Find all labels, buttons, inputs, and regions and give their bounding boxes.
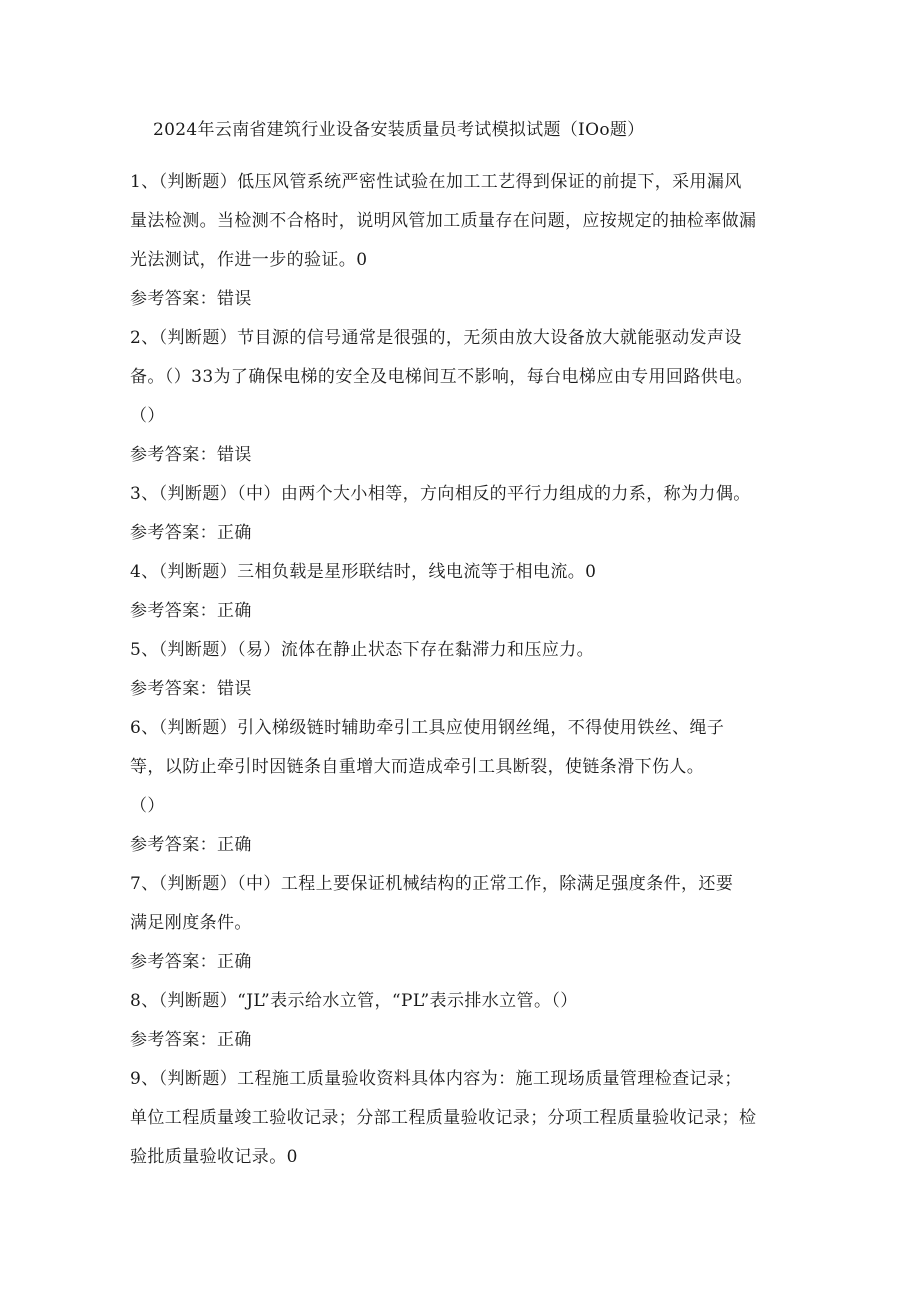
question-6-line-3: （） <box>130 796 165 816</box>
question-1-line-2: 量法检测。当检测不合格时，说明风管加工质量存在问题，应按规定的抽检率做漏 <box>130 211 757 231</box>
question-9-line-3: 验批质量验收记录。0 <box>130 1147 298 1167</box>
question-3-line-1: 3、（判断题）（中）由两个大小相等，方向相反的平行力组成的力系，称为力偶。 <box>130 484 751 504</box>
question-8-line-1: 8、（判断题）“JL”表示给水立管，“PL”表示排水立管。（） <box>130 991 578 1011</box>
question-7-answer: 参考答案：正确 <box>130 952 252 972</box>
question-3-answer: 参考答案：正确 <box>130 523 252 543</box>
question-2-line-1: 2、（判断题）节目源的信号通常是很强的，无须由放大设备放大就能驱动发声设 <box>130 328 742 348</box>
question-7-line-2: 满足刚度条件。 <box>130 913 252 933</box>
question-6-line-2: 等，以防止牵引时因链条自重增大而造成牵引工具断裂，使链条滑下伤人。 <box>130 757 705 777</box>
question-8-answer: 参考答案：正确 <box>130 1030 252 1050</box>
question-9-line-2: 单位工程质量竣工验收记录；分部工程质量验收记录；分项工程质量验收记录；检 <box>130 1108 757 1128</box>
question-4-answer: 参考答案：正确 <box>130 601 252 621</box>
question-2-answer: 参考答案：错误 <box>130 445 252 465</box>
question-1-line-3: 光法测试，作进一步的验证。0 <box>130 250 368 270</box>
question-5-line-1: 5、（判断题）（易）流体在静止状态下存在黏滞力和压应力。 <box>130 640 595 660</box>
document-title: 2024年云南省建筑行业设备安装质量员考试模拟试题（IOo题） <box>153 120 645 140</box>
question-7-line-1: 7、（判断题）（中）工程上要保证机械结构的正常工作，除满足强度条件，还要 <box>130 874 734 894</box>
question-9-line-1: 9、（判断题）工程施工质量验收资料具体内容为：施工现场质量管理检查记录； <box>130 1069 742 1089</box>
question-1-answer: 参考答案：错误 <box>130 289 252 309</box>
question-2-line-2: 备。（）33为了确保电梯的安全及电梯间互不影响，每台电梯应由专用回路供电。 <box>130 367 753 387</box>
question-6-answer: 参考答案：正确 <box>130 835 252 855</box>
question-6-line-1: 6、（判断题）引入梯级链时辅助牵引工具应使用钢丝绳，不得使用铁丝、绳子 <box>130 718 725 738</box>
question-2-line-3: （） <box>130 406 165 426</box>
question-1-line-1: 1、（判断题）低压风管系统严密性试验在加工工艺得到保证的前提下，采用漏风 <box>130 172 742 192</box>
question-4-line-1: 4、（判断题）三相负载是星形联结时，线电流等于相电流。0 <box>130 562 597 582</box>
question-5-answer: 参考答案：错误 <box>130 679 252 699</box>
